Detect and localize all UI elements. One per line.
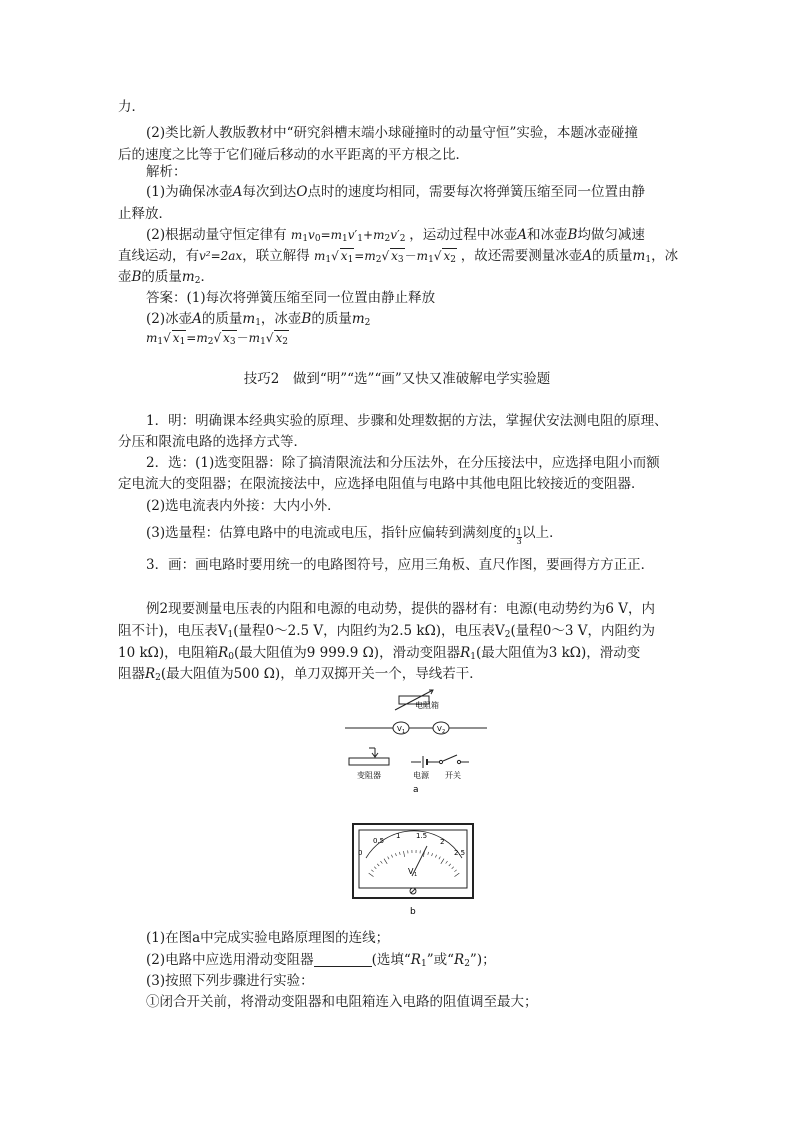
- dial-tick: [449, 864, 451, 866]
- text-line: 后的速度之比等于它们碰后移动的水平距离的平方根之比．: [118, 147, 469, 163]
- source-label: 电源: [413, 771, 429, 780]
- text-line: (2)选电流表内外接：大内小外．: [146, 498, 341, 514]
- solved-equation: $m_1√$ $x_1=m_2√$ $x_3-m_1√$ $x_2$: [314, 249, 456, 265]
- dial-tick: [404, 851, 405, 857]
- dial-tick: [399, 852, 400, 855]
- text-line: 解析：: [146, 164, 187, 180]
- rheostat-label: 变阻器: [357, 771, 381, 780]
- text-line: 阻不计)，电压表$V_1$(量程0～2.5 V，内阻约为2.5 kΩ)，电压表$V_2$(量程0～3 V，内阻约为: [118, 623, 656, 640]
- figure-a-circuit: [335, 688, 495, 798]
- text-line: (3)选量程：估算电路中的电流或电压，指针应偏转到满刻度的 $\frac{1}{3}$ 以上．: [146, 525, 563, 546]
- figure-a-label: a: [413, 785, 419, 795]
- text-line: 壶B的质量$m_2$．: [118, 269, 214, 286]
- tick-label: 2: [440, 838, 445, 846]
- dial-tick: [377, 864, 379, 866]
- dial-tick: [452, 867, 454, 869]
- switch-symbol: [443, 755, 457, 761]
- text-line: 直线运动，有v²=2ax，联立解得 $m_1√$ $x_1=m_2√$ $x_3-m_1√$ $x_2$ ，故还需要测量冰壶A的质量$m_1$，冰: [118, 248, 679, 265]
- text-line: 3．画：画电路时要用统一的电路图符号，应用三角板、直尺作图，要画得方方正正．: [146, 557, 655, 573]
- question-line: (1)在图a中完成实验电路原理图的连线；: [146, 930, 390, 946]
- section-heading: 技巧2 做到“明”“选”“画”又快又准破解电学实验题: [243, 371, 551, 387]
- v2-subscript: 2: [442, 729, 446, 735]
- text-line: 止释放．: [118, 206, 172, 222]
- v1-label: V: [397, 725, 402, 733]
- text-line: (2)类比新人教版教材中“研究斜槽末端小球碰撞时的动量守恒”实验，本题冰壶碰撞: [146, 125, 638, 141]
- dial-tick: [446, 861, 448, 863]
- switch-label: 开关: [445, 771, 461, 780]
- dial-tick: [432, 853, 433, 856]
- dial-tick: [441, 859, 444, 864]
- text-line: 阻器$R_2$(最大阻值为500 Ω)，单刀双掷开关一个，导线若干．: [118, 666, 483, 683]
- text-line: (2)根据动量守恒定律有 $m_1v_0=m_1v'_1+m_2v'_2$ ，运动过程中冰壶A和冰壶B均做匀减速: [146, 227, 645, 244]
- resistance-box-label: 电阻箱: [415, 701, 439, 710]
- v2-label: V: [437, 725, 442, 733]
- dial-tick: [391, 855, 392, 858]
- dial-tick: [428, 852, 429, 855]
- dial-tick: [369, 873, 374, 877]
- figure-b-voltmeter: [350, 822, 476, 920]
- tick-label: 1: [396, 832, 401, 840]
- answer-line: (2)冰壶A的质量$m_1$，冰壶B的质量$m_2$: [146, 311, 371, 328]
- tick-label: 1.5: [416, 832, 428, 840]
- text-line: 分压和限流电路的选择方式等．: [118, 434, 307, 450]
- answer-line: 答案：(1)每次将弹簧压缩至同一位置由静止释放: [146, 290, 436, 306]
- dial-tick: [454, 870, 456, 872]
- text-line: 例2现要测量电压表的内阻和电源的电动势，提供的器材有：电源(电动势约为6 V，内: [146, 601, 655, 617]
- text-line: 2．选：(1)选变阻器：除了搞清限流法和分压法外，在分压接法中，应选择电阻小而额: [146, 455, 660, 471]
- meter-subscript: 1: [414, 872, 418, 878]
- question-line: ①闭合开关前，将滑动变阻器和电阻箱连入电路的阻值调至最大；: [146, 994, 538, 1010]
- kinematic-equation: v²=2ax: [199, 249, 243, 263]
- text-line: 定电流大的变阻器；在限流接法中，应选择电阻值与电路中其他电阻比较接近的变阻器．: [118, 476, 645, 492]
- figure-b-label: b: [410, 907, 416, 917]
- tick-label: 0: [358, 849, 363, 857]
- question-line: (2)电路中应选用滑动变阻器 (选填“$R_1$”或“$R_2$”)；: [146, 952, 496, 969]
- fraction-one-third: $\frac{1}{3}$: [516, 528, 522, 546]
- question-line: (3)按照下列步骤进行实验：: [146, 973, 314, 989]
- meter-label: V: [408, 867, 414, 876]
- tick-label: 0.5: [373, 837, 385, 845]
- dial-tick: [388, 857, 390, 860]
- dial-tick: [395, 853, 396, 856]
- tick-label: 2.5: [454, 849, 466, 857]
- dial-tick: [374, 867, 376, 869]
- dial-tick: [384, 859, 387, 864]
- momentum-equation: $m_1v_0=m_1v'_1+m_2v'_2$: [290, 228, 406, 244]
- dial-tick: [455, 873, 460, 877]
- dial-tick: [371, 870, 373, 872]
- rheostat-symbol: [349, 758, 389, 765]
- v1-subscript: 1: [402, 729, 406, 735]
- answer-blank[interactable]: [314, 952, 372, 967]
- dial-tick: [435, 855, 436, 858]
- text-line: 力．: [118, 99, 145, 115]
- text-line: (1)为确保冰壶A每次到达O点时的速度均相同，需要每次将弹簧压缩至同一位置由静: [146, 184, 645, 200]
- text-line: 10 kΩ)，电阻箱$R_0$(最大阻值为9 999.9 Ω)，滑动变阻器$R_1$(最大阻值为3 kΩ)，滑动变: [118, 645, 641, 662]
- text-line: 1．明：明确课本经典实验的原理、步骤和处理数据的方法，掌握伏安法测电阻的原理、: [146, 413, 668, 429]
- dial-tick: [439, 857, 441, 860]
- answer-equation: $m_1√$ $x_1=m_2√$ $x_3-m_1√$ $x_2$: [146, 331, 288, 347]
- dial-tick: [381, 861, 383, 863]
